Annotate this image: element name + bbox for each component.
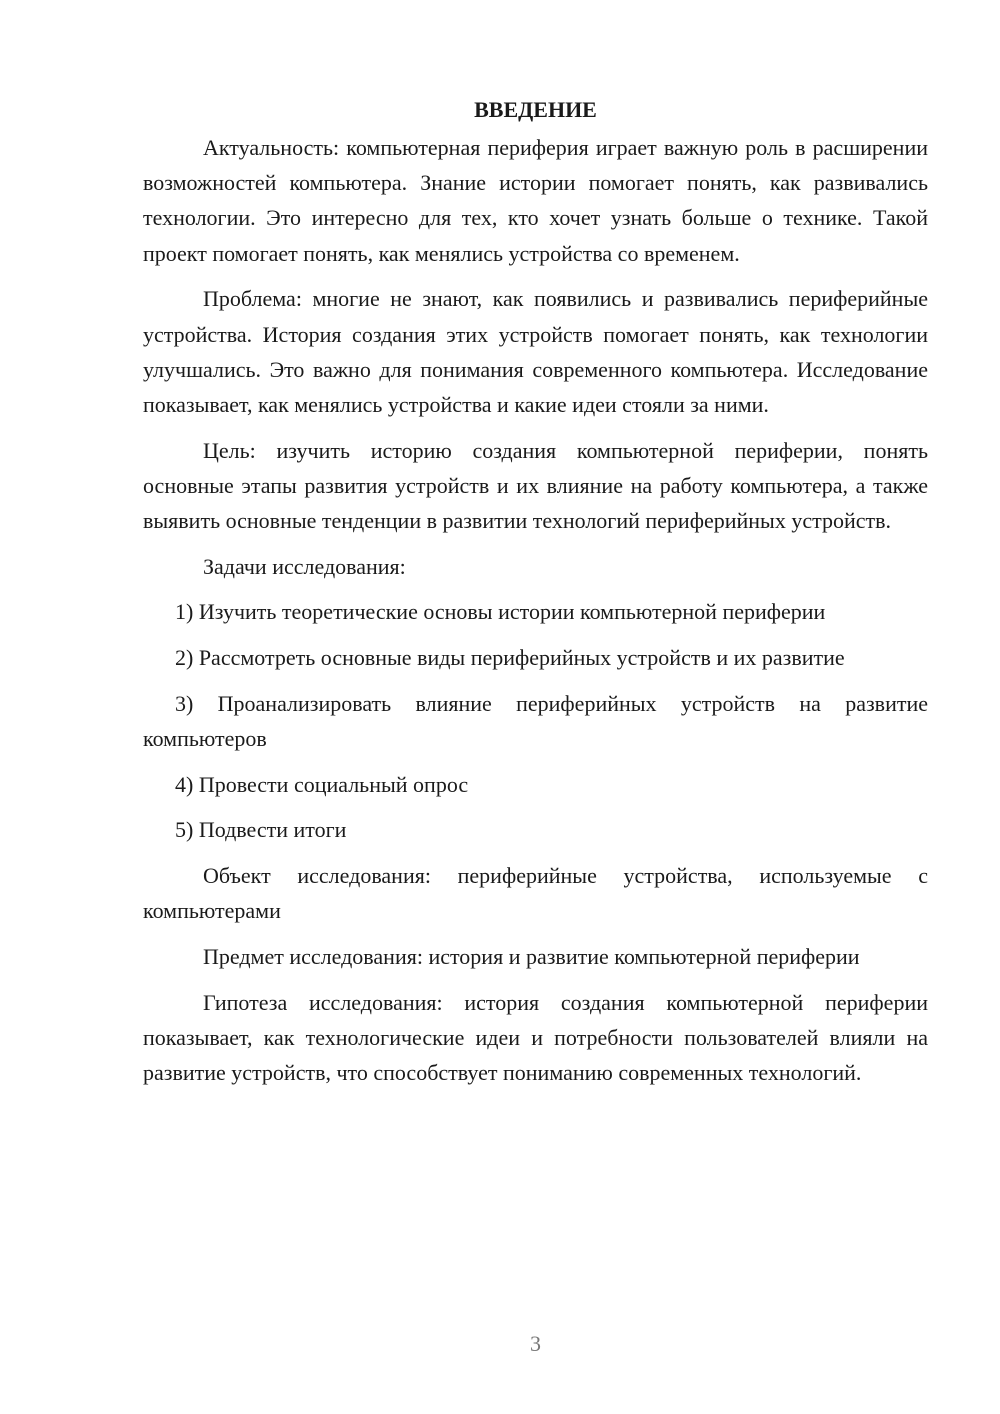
task-item-1: 1) Изучить теоретические основы истории компьютерной периферии bbox=[175, 599, 826, 625]
subject-paragraph: Предмет исследования: история и развитие компьютерной периферии bbox=[203, 944, 860, 970]
relevance-paragraph: Актуальность: компьютерная периферия играет важную роль в расширении возможностей компьютера. Знание истории помогает понять, как развивались технологии. Это интересно для тех, кто хочет узнать больше о технике. Такой проект помогает понять, как менялись устройства со временем. bbox=[143, 135, 928, 266]
task-item-4: 4) Провести социальный опрос bbox=[175, 771, 469, 797]
tasks-label: Задачи исследования: bbox=[203, 553, 406, 579]
section-heading: ВВЕДЕНИЕ bbox=[474, 97, 597, 122]
problem-paragraph: Проблема: многие не знают, как появились и развивались периферийные устройства. История создания этих устройств помогает понять, как технологии улучшались. Это важно для понимания современного компьютера. Исследование показывает, как менялись устройства и какие идеи стояли за ними. bbox=[143, 286, 928, 417]
task-item-2: 2) Рассмотреть основные виды периферийных устройств и их развитие bbox=[175, 645, 845, 671]
task-item-5: 5) Подвести итоги bbox=[175, 817, 347, 843]
page-number: 3 bbox=[530, 1331, 541, 1356]
task-item-3: 3) Проанализировать влияние периферийных устройств на развитие компьютеров bbox=[143, 690, 928, 752]
object-paragraph: Объект исследования: периферийные устройства, используемые с компьютерами bbox=[143, 863, 928, 924]
hypothesis-paragraph: Гипотеза исследования: история создания компьютерной периферии показывает, как технологические идеи и потребности пользователей влияли на развитие устройств, что способствует пониманию современных технологий. bbox=[143, 989, 928, 1086]
document-page bbox=[143, 92, 928, 1101]
goal-paragraph: Цель: изучить историю создания компьютерной периферии, понять основные этапы развития устройств и их влияние на работу компьютера, а также выявить основные тенденции в развитии технологий периферийных устройств. bbox=[143, 437, 928, 534]
